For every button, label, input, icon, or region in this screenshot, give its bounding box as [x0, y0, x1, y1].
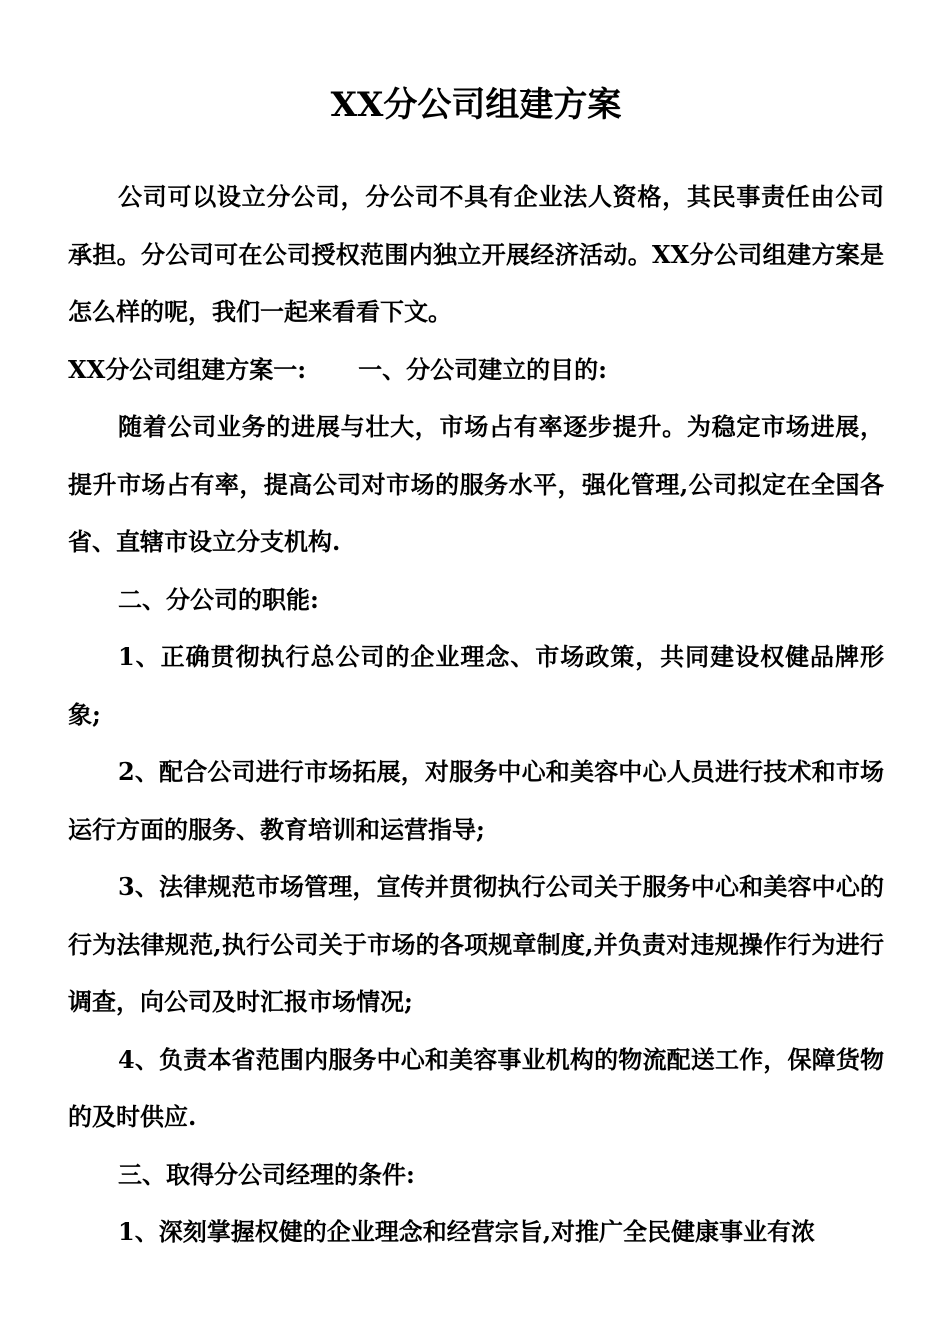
section-one-label: 一、分公司建立的目的:: [358, 354, 607, 384]
list-item-function-3: 3、法律规范市场管理，宣传并贯彻执行公司关于服务中心和美容中心的行为法律规范,执行公司关于市场的各项规章制度,并负责对违规操作行为进行调查，向公司及时汇报市场情况;: [68, 872, 884, 1016]
document-body: [68, 168, 884, 1261]
section-three-heading: 三、取得分公司经理的条件:: [118, 1159, 415, 1189]
paragraph-plan-heading: [68, 341, 884, 399]
paragraph-purpose: 随着公司业务的进展与壮大，市场占有率逐步提升。为稳定市场进展，提升市场占有率，提高公司对市场的服务水平，强化管理,公司拟定在全国各省、直辖市设立分支机构.: [68, 412, 884, 556]
paragraph-intro: 公司可以设立分公司，分公司不具有企业法人资格，其民事责任由公司承担。分公司可在公司授权范围内独立开展经济活动。XX分公司组建方案是怎么样的呢，我们一起来看看下文。: [68, 182, 884, 326]
list-item-condition-1: 1、深刻掌握权健的企业理念和经营宗旨,对推广全民健康事业有浓: [118, 1217, 816, 1246]
section-two-heading: 二、分公司的职能:: [118, 584, 319, 614]
plan-label: XX分公司组建方案一:: [68, 354, 307, 384]
list-item-function-4: 4、负责本省范围内服务中心和美容事业机构的物流配送工作，保障货物的及时供应.: [68, 1044, 884, 1131]
list-item-function-1: 1、正确贯彻执行总公司的企业理念、市场政策，共同建设权健品牌形象;: [68, 642, 884, 729]
list-item-function-2: 2、配合公司进行市场拓展，对服务中心和美容中心人员进行技术和市场运行方面的服务、教育培训和运营指导;: [68, 757, 884, 844]
document-title: XX分公司组建方案: [330, 85, 622, 125]
